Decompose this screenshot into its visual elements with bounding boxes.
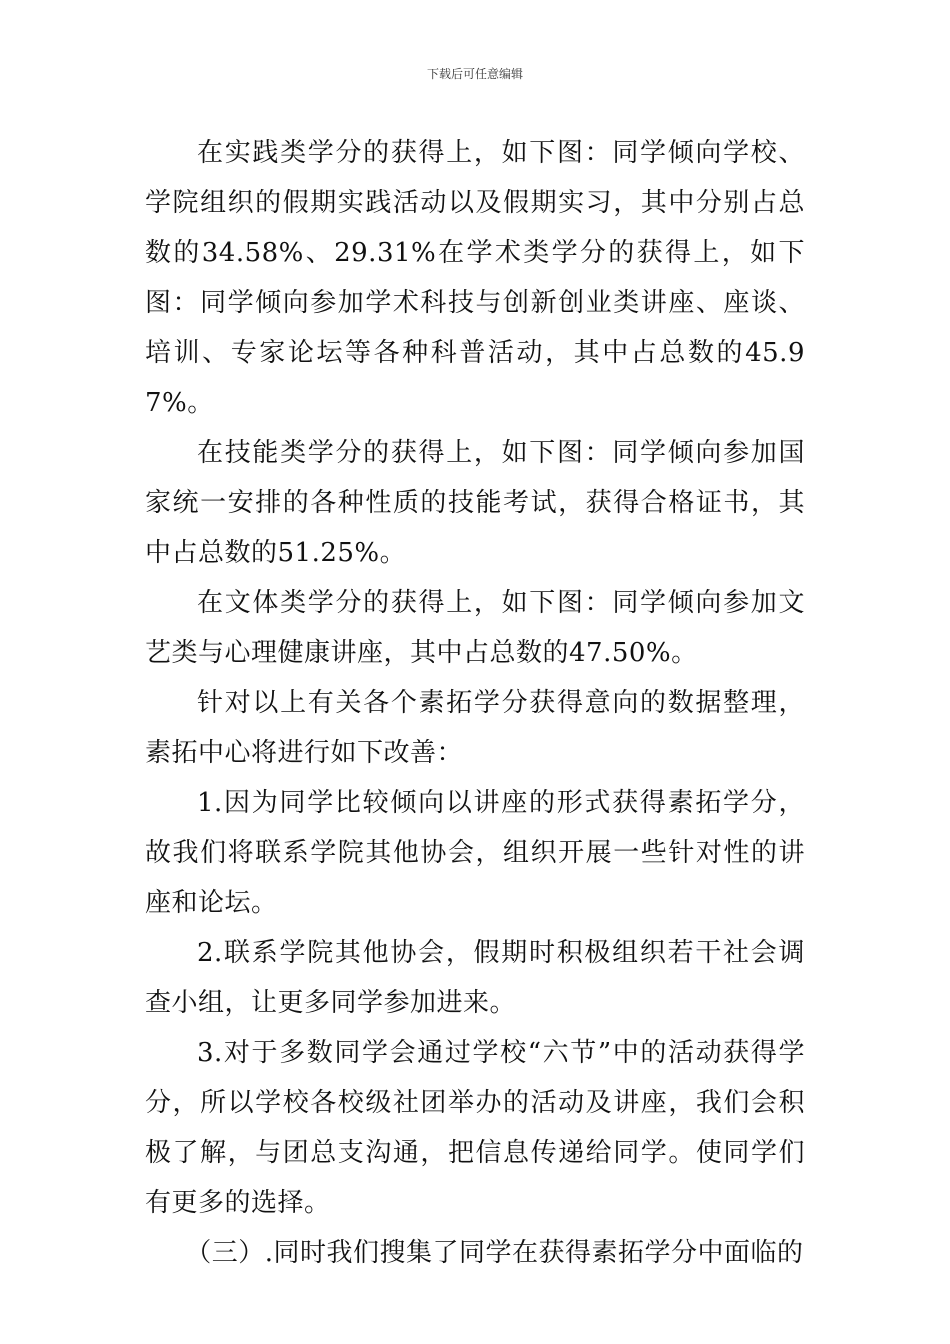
list-item-improvement-2: 2.联系学院其他协会，假期时积极组织若干社会调查小组，让更多同学参加进来。 xyxy=(145,938,805,1018)
document-body xyxy=(145,128,805,1278)
list-item-improvement-1: 1.因为同学比较倾向以讲座的形式获得素拓学分，故我们将联系学院其他协会，组织开展一些针对性的讲座和论坛。 xyxy=(145,788,805,918)
paragraph-skill-credits: 在技能类学分的获得上，如下图：同学倾向参加国家统一安排的各种性质的技能考试，获得合格证书，其中占总数的51.25%。 xyxy=(145,438,805,568)
list-item-improvement-3: 3.对于多数同学会通过学校“六节”中的活动获得学分，所以学校各校级社团举办的活动及讲座，我们会积极了解，与团总支沟通，把信息传递给同学。使同学们有更多的选择。 xyxy=(145,1038,805,1218)
section-heading-three: （三）.同时我们搜集了同学在获得素拓学分中面临的 xyxy=(185,1238,804,1268)
paragraph-improvement-intro: 针对以上有关各个素拓学分获得意向的数据整理，素拓中心将进行如下改善： xyxy=(145,688,805,768)
paragraph-practice-credits: 在实践类学分的获得上，如下图：同学倾向学校、学院组织的假期实践活动以及假期实习，其中分别占总数的34.58%、29.31%在学术类学分的获得上，如下图：同学倾向参加学术科技与创新创业类讲座、座谈、培训、专家论坛等各种科普活动，其中占总数的45.97%。 xyxy=(145,138,805,418)
page-header: 下载后可任意编辑 xyxy=(426,67,523,81)
paragraph-arts-sports-credits: 在文体类学分的获得上，如下图：同学倾向参加文艺类与心理健康讲座，其中占总数的47.50%。 xyxy=(145,588,805,668)
